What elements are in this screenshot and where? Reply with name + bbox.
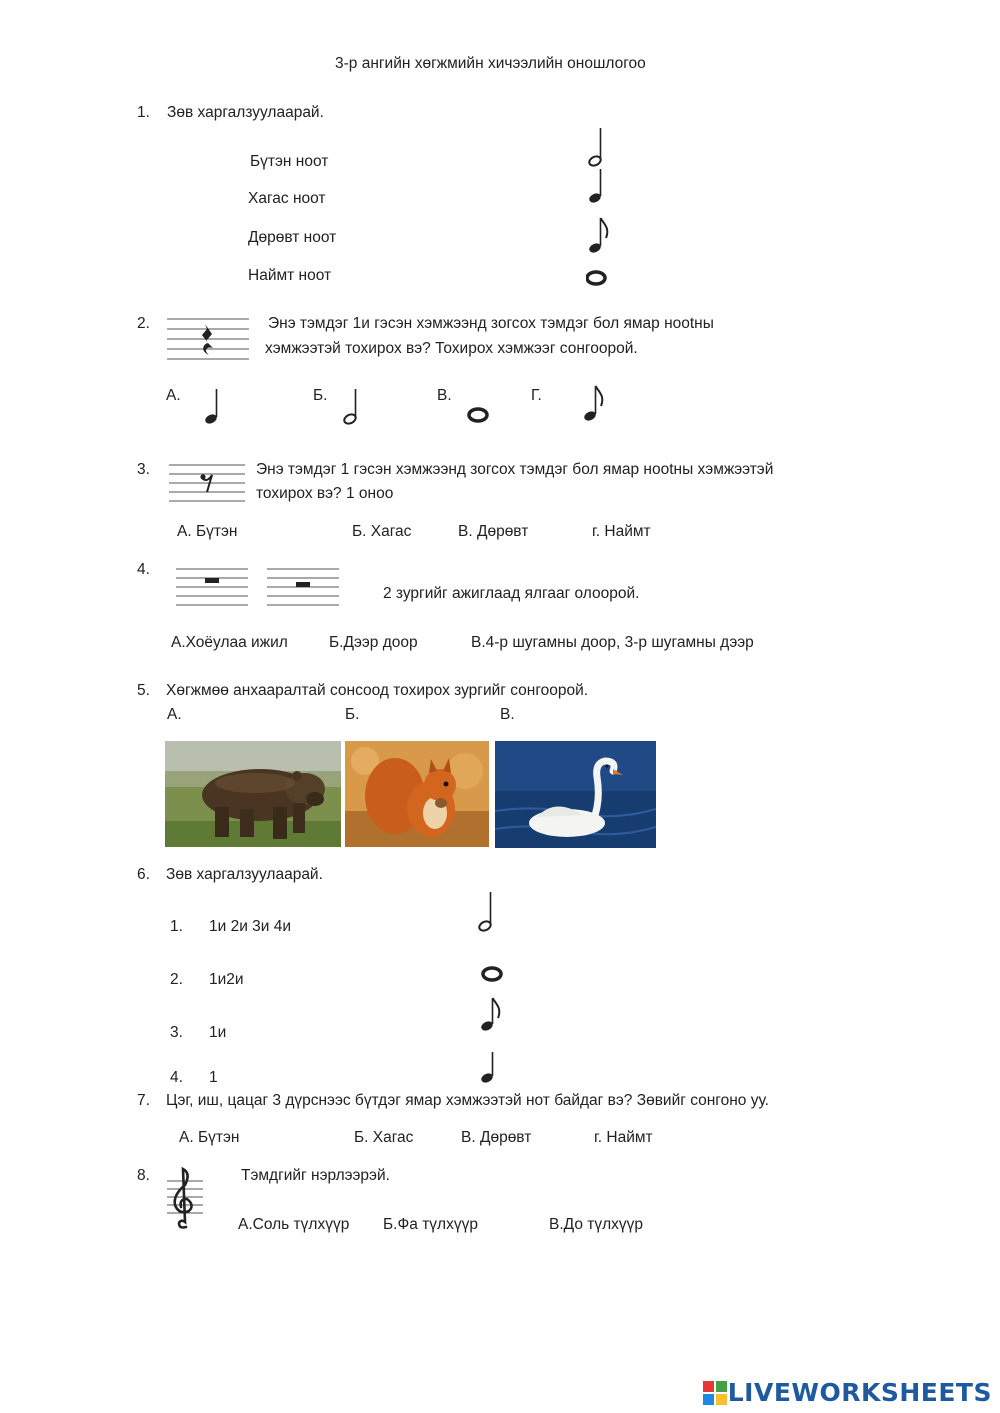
- squirrel-image[interactable]: [345, 741, 489, 847]
- q6-prompt: Зөв харгалзуулаарай.: [166, 866, 323, 883]
- q7-text: Цэг, иш, цацаг 3 дүрснээс бүтдэг ямар хэмжээтэй нот байдаг вэ? Зөвийг сонгоно уу.: [166, 1092, 769, 1109]
- whole-note-icon: [483, 968, 501, 980]
- q6-item2-num: 2.: [170, 971, 183, 988]
- q2-number: 2.: [137, 315, 150, 332]
- treble-clef-icon: [165, 1163, 205, 1235]
- q4-number: 4.: [137, 561, 150, 578]
- quarter-note-icon[interactable]: [203, 385, 225, 427]
- q1-prompt: Зөв харгалзуулаарай.: [167, 104, 324, 121]
- q8-number: 8.: [137, 1167, 150, 1184]
- q1-item-eighth: Наймт ноот: [248, 267, 332, 284]
- eighth-rest-staff-icon: [167, 462, 247, 506]
- bear-image[interactable]: [165, 741, 341, 847]
- q1-number: 1.: [137, 104, 150, 121]
- q5-option-c-label[interactable]: В.: [500, 706, 515, 723]
- q4-option-c[interactable]: В.4-р шугамны доор, 3-р шугамны дээр: [471, 634, 754, 651]
- liveworksheets-logo-icon: [702, 1380, 728, 1406]
- q2-option-a-label[interactable]: А.: [166, 387, 181, 404]
- whole-note-icon[interactable]: [466, 405, 492, 425]
- q4-option-a[interactable]: А.Хоёулаа ижил: [171, 634, 288, 651]
- q6-item3-num: 3.: [170, 1024, 183, 1041]
- q2-option-c-label[interactable]: В.: [437, 387, 452, 404]
- q3-text-line1: Энэ тэмдэг 1 гэсэн хэмжээнд зогсох тэмдэг бол ямар нootны хэмжээтэй: [256, 461, 774, 478]
- q6-notes-column: [474, 888, 510, 1088]
- q5-option-a-label[interactable]: А.: [167, 706, 182, 723]
- q3-option-c[interactable]: В. Дөрөвт: [458, 523, 529, 540]
- q8-option-c[interactable]: В.До түлхүүр: [549, 1216, 644, 1233]
- q3-option-b[interactable]: Б. Хагас: [352, 523, 412, 540]
- watermark-text: LIVEWORKSHEETS: [727, 1378, 992, 1407]
- q2-text-line1: Энэ тэмдэг 1и гэсэн хэмжээнд зогсох тэмдэг бол ямар нootны: [268, 315, 714, 332]
- eighth-note-icon: [588, 218, 608, 254]
- whole-rest-staff-icon: [174, 566, 250, 608]
- quarter-rest-staff-icon: [165, 315, 251, 363]
- q2-option-d-label[interactable]: Г.: [531, 387, 542, 404]
- eighth-note-icon: [480, 998, 500, 1032]
- half-note-icon[interactable]: [342, 385, 364, 427]
- q5-number: 5.: [137, 682, 150, 699]
- q7-option-a[interactable]: А. Бүтэн: [179, 1129, 240, 1146]
- q1-item-whole: Бүтэн ноот: [250, 153, 329, 170]
- page-title: 3-р ангийн хөгжмийн хичээлийн оношлогоо: [335, 55, 646, 72]
- q7-option-c[interactable]: В. Дөрөвт: [461, 1129, 532, 1146]
- q7-number: 7.: [137, 1092, 150, 1109]
- q6-item1-num: 1.: [170, 918, 183, 935]
- q5-option-b-label[interactable]: Б.: [345, 706, 360, 723]
- q1-item-quarter: Дөрөвт ноот: [248, 229, 337, 246]
- half-rest-staff-icon: [265, 566, 341, 608]
- quarter-note-icon: [480, 1052, 494, 1084]
- q1-item-half: Хагас ноот: [248, 190, 326, 207]
- whole-note-icon: [587, 272, 605, 284]
- q6-item3-text: 1и: [209, 1024, 227, 1041]
- q5-text: Хөгжмөө анхааралтай сонсоод тохирох зургийг сонгоорой.: [166, 682, 589, 699]
- q6-item4-text: 1: [209, 1069, 218, 1086]
- q8-option-a[interactable]: А.Соль түлхүүр: [238, 1216, 350, 1233]
- q2-option-b-label[interactable]: Б.: [313, 387, 328, 404]
- half-note-icon: [478, 892, 492, 932]
- q7-option-b[interactable]: Б. Хагас: [354, 1129, 414, 1146]
- q7-option-d[interactable]: г. Наймт: [594, 1129, 653, 1146]
- q8-text: Тэмдгийг нэрлээрэй.: [241, 1167, 390, 1184]
- q6-item4-num: 4.: [170, 1069, 183, 1086]
- half-note-icon: [588, 128, 602, 167]
- q1-notes-column: [586, 124, 616, 294]
- swan-image[interactable]: [495, 741, 656, 848]
- q6-item1-text: 1и 2и 3и 4и: [209, 918, 292, 935]
- q4-text: 2 зургийг ажиглаад ялгааг олоорой.: [383, 585, 640, 602]
- q6-item2-text: 1и2и: [209, 971, 244, 988]
- q4-option-b[interactable]: Б.Дээр доор: [329, 634, 418, 651]
- liveworksheets-logo: [702, 1378, 992, 1407]
- q6-number: 6.: [137, 866, 150, 883]
- q3-number: 3.: [137, 461, 150, 478]
- quarter-note-icon: [588, 169, 602, 204]
- q3-text-line2: тохирох вэ? 1 оноо: [256, 485, 394, 502]
- eighth-note-icon[interactable]: [582, 382, 608, 424]
- q3-option-a[interactable]: А. Бүтэн: [177, 523, 238, 540]
- q2-text-line2: хэмжээтэй тохирох вэ? Тохирох хэмжээг сонгоорой.: [265, 340, 638, 357]
- q8-option-b[interactable]: Б.Фа түлхүүр: [383, 1216, 478, 1233]
- q3-option-d[interactable]: г. Наймт: [592, 523, 651, 540]
